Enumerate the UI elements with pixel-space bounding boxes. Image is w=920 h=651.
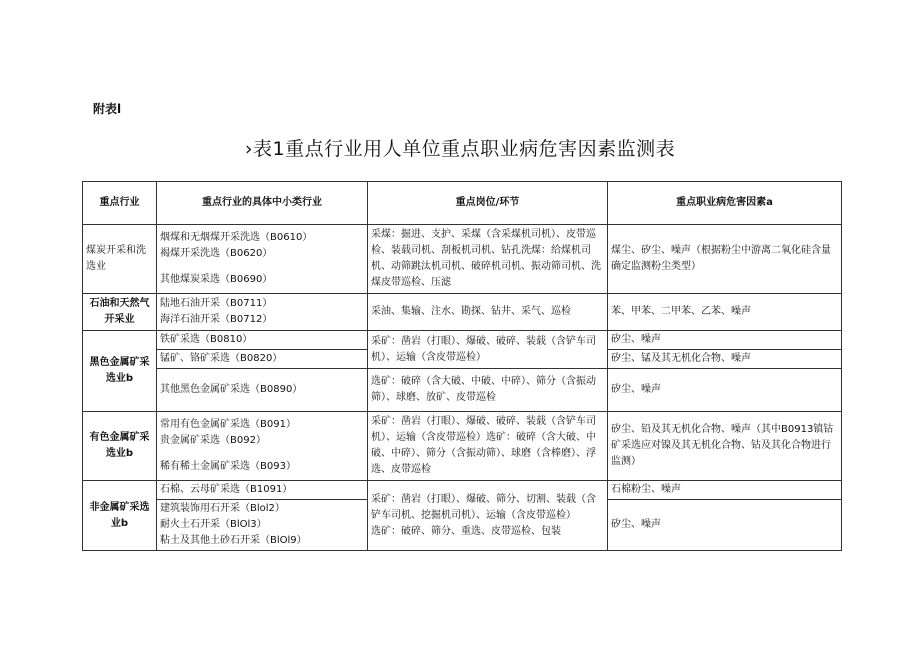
sub-industry-cell: 锰矿、铬矿采选（B0820） <box>157 350 368 369</box>
sub-industry-cell <box>157 294 368 331</box>
sub-industry-item: 海洋石油开采（B0712） <box>160 314 273 325</box>
table-row <box>83 412 842 481</box>
sub-industry-cell <box>157 225 368 294</box>
hazards-cell: 煤尘、矽尘、噪声（根据粉尘中游离二氧化硅含量确定监测粉尘类型） <box>608 225 842 294</box>
hazard-table <box>82 181 842 551</box>
posts-dressing: 选矿：破碎、筛分、重选、皮带巡检、包装 <box>371 525 561 537</box>
posts-cell: 采矿：凿岩（打眼）、爆破、破碎、装载（含铲车司机）、运输（含皮带巡检） <box>368 331 608 369</box>
posts-cell: 采矿：凿岩（打眼）、爆破、破碎、装载（含铲车司机）、运输（含皮带巡检）选矿：破碎（含大破、中破、中碎）、筛分（含振动筛）、球磨（含棒磨）、浮选、皮带巡检 <box>368 412 608 481</box>
industry-cell: 煤炭开采和洗选业 <box>83 225 157 294</box>
header-row <box>83 182 842 225</box>
posts-cell: 采煤：掘进、支护、采煤（含采煤机司机）、皮带巡检、装载司机、刮板机司机、钻孔洗煤：给煤机司机、动筛跳汰机司机、破碎机司机、振动筛司机、洗煤皮带巡检、压滤 <box>368 225 608 294</box>
table-row <box>83 481 842 500</box>
header-hazards: 重点职业病危害因素a <box>608 182 842 225</box>
sub-industry-item: 粘土及其他土砂石开采（BlOl9） <box>160 535 307 546</box>
sub-industry-item: 耐火土石开采（BlOl3） <box>160 519 267 530</box>
table-row <box>83 225 842 294</box>
industry-cell: 有色金属矿采选业b <box>83 412 157 481</box>
sub-industry-item: 其他煤炭采选（B0690） <box>160 274 273 285</box>
sub-industry-cell <box>157 500 368 551</box>
hazards-cell: 苯、甲苯、二甲苯、乙苯、噪声 <box>608 294 842 331</box>
table-title: ›表1重点行业用人单位重点职业病危害因素监测表 <box>244 138 676 160</box>
industry-cell: 石油和天然气开采业 <box>83 294 157 331</box>
table-row <box>83 294 842 331</box>
sub-industry-item: 烟煤和无烟煤开采洗选（B0610） <box>160 232 313 243</box>
hazards-cell: 矽尘、噪声 <box>608 331 842 350</box>
table-row <box>83 369 842 412</box>
sub-industry-item: 稀有稀土金属矿采选（B093） <box>160 461 296 472</box>
sub-industry-item: 建筑装饰用石开采（Blol2） <box>160 503 285 514</box>
hazards-cell: 矽尘、铅及其无机化合物、噪声（其中B0913镇钴矿采选应对镍及其无机化合物、钴及其化合物进行监测） <box>608 412 842 481</box>
sub-industry-cell: 其他黑色金属矿采选（B0890） <box>157 369 368 412</box>
annex-label: 附表l <box>93 102 122 116</box>
sub-industry-item: 褐煤开采洗选（B0620） <box>160 248 273 259</box>
posts-mining: 采矿：凿岩（打眼）、爆破、筛分、切割、装载（含铲车司机、挖掘机司机）、运输（含皮带巡检） <box>371 493 596 521</box>
header-industry: 重点行业 <box>83 182 157 225</box>
industry-cell: 黑色金属矿采选业b <box>83 331 157 412</box>
hazards-cell: 石棉粉尘、噪声 <box>608 481 842 500</box>
sub-industry-cell: 铁矿采选（B0810） <box>157 331 368 350</box>
posts-cell <box>368 481 608 551</box>
header-posts: 重点岗位/环节 <box>368 182 608 225</box>
table-row <box>83 331 842 350</box>
sub-industry-cell <box>157 412 368 481</box>
industry-cell: 非金属矿采选业b <box>83 481 157 551</box>
posts-cell: 选矿：破碎（含大破、中破、中碎）、筛分（含振动筛）、球磨、放矿、皮带巡检 <box>368 369 608 412</box>
hazards-cell: 矽尘、锰及其无机化合物、噪声 <box>608 350 842 369</box>
header-sub-industry: 重点行业的具体中小类行业 <box>157 182 368 225</box>
hazards-cell: 矽尘、噪声 <box>608 500 842 551</box>
sub-industry-item: 陆地石油开采（B0711） <box>160 298 273 309</box>
hazards-cell: 矽尘、噪声 <box>608 369 842 412</box>
posts-cell: 采油、集输、注水、勘探、钻井、采气、巡检 <box>368 294 608 331</box>
sub-industry-item: 贵金属矿采选（B092） <box>160 435 266 446</box>
sub-industry-cell: 石棉、云母矿采选（B1091） <box>157 481 368 500</box>
sub-industry-item: 常用有色金属矿采选（B091） <box>160 419 296 430</box>
